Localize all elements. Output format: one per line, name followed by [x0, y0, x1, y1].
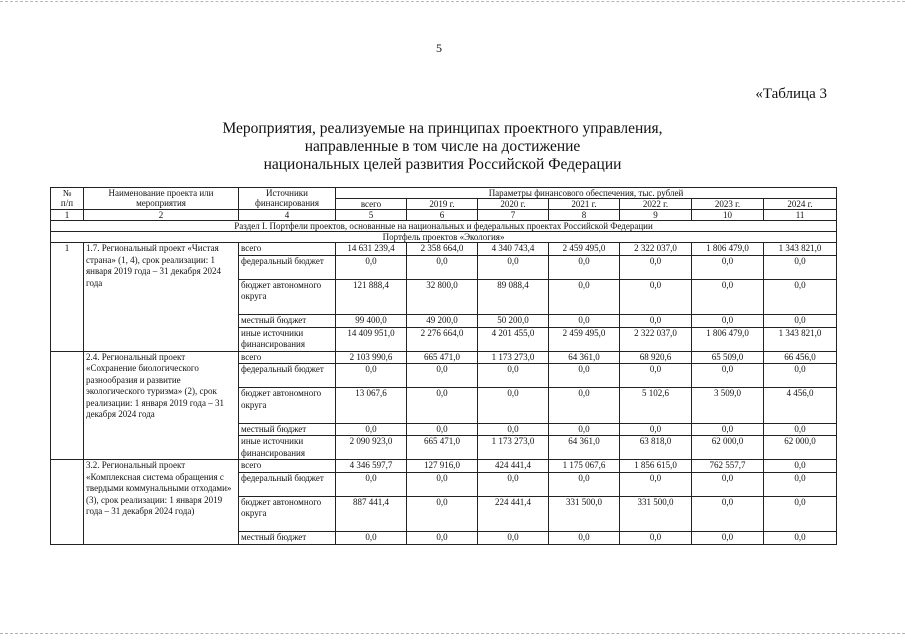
funding-value: 0,0: [692, 279, 764, 315]
column-number: 4: [239, 210, 336, 221]
funding-value: 0,0: [407, 496, 478, 532]
column-numbers-row: [51, 210, 837, 221]
title-line-3: национальных целей развития Российской Федерации: [263, 156, 622, 173]
funding-value: 0,0: [620, 423, 692, 436]
funding-value: 0,0: [478, 423, 549, 436]
header-year-2020: 2020 г.: [478, 199, 549, 210]
funding-value: 0,0: [692, 364, 764, 388]
column-number: 1: [51, 210, 84, 221]
project-number: [51, 460, 84, 545]
table-row: [51, 243, 837, 256]
header-num-label-2: п/п: [60, 198, 74, 208]
column-number: 7: [478, 210, 549, 221]
scan-edge-top: [0, 1, 905, 2]
column-number: 5: [336, 210, 407, 221]
funding-source: местный бюджет: [239, 532, 336, 545]
funding-value: 0,0: [692, 496, 764, 532]
funding-source: иные источники финансирования: [239, 436, 336, 460]
funding-value: 0,0: [336, 423, 407, 436]
funding-value: 64 361,0: [549, 351, 620, 364]
header-name-label-2: мероприятия: [136, 198, 186, 208]
funding-value: 0,0: [407, 255, 478, 279]
page-number: 5: [436, 41, 442, 55]
funding-value: 0,0: [764, 460, 837, 473]
funding-value: 0,0: [620, 279, 692, 315]
header-year-2024: 2024 г.: [764, 199, 837, 210]
funding-value: 2 459 495,0: [549, 327, 620, 351]
funding-value: 1 173 273,0: [478, 436, 549, 460]
header-year-2021: 2021 г.: [549, 199, 620, 210]
funding-value: 2 358 664,0: [407, 243, 478, 256]
funding-value: 0,0: [478, 255, 549, 279]
funding-value: 89 088,4: [478, 279, 549, 315]
funding-value: 0,0: [764, 315, 837, 328]
funding-source: бюджет автономного округа: [239, 496, 336, 532]
funding-source: местный бюджет: [239, 423, 336, 436]
funding-value: 0,0: [549, 279, 620, 315]
funding-source: местный бюджет: [239, 315, 336, 328]
funding-value: 0,0: [478, 364, 549, 388]
funding-value: 2 103 990,6: [336, 351, 407, 364]
funding-value: 1 175 067,6: [549, 460, 620, 473]
funding-value: 2 322 037,0: [620, 243, 692, 256]
funding-value: 99 400,0: [336, 315, 407, 328]
funding-value: 32 800,0: [407, 279, 478, 315]
funding-value: 0,0: [692, 423, 764, 436]
scan-edge-bottom: [0, 633, 905, 634]
funding-source: всего: [239, 243, 336, 256]
funding-value: 0,0: [620, 472, 692, 496]
funding-value: 0,0: [407, 388, 478, 424]
funding-value: 1 173 273,0: [478, 351, 549, 364]
section-row: [51, 221, 837, 232]
header-year-total: всего: [336, 199, 407, 210]
funding-value: 0,0: [764, 532, 837, 545]
funding-value: 0,0: [620, 255, 692, 279]
funding-value: 0,0: [478, 472, 549, 496]
funding-value: 0,0: [764, 496, 837, 532]
funding-value: 62 000,0: [692, 436, 764, 460]
funding-value: 424 441,4: [478, 460, 549, 473]
funding-value: 0,0: [620, 364, 692, 388]
funding-value: 3 509,0: [692, 388, 764, 424]
funding-source: федеральный бюджет: [239, 364, 336, 388]
header-name-cell: [84, 188, 239, 210]
funding-value: 2 322 037,0: [620, 327, 692, 351]
header-name-label: Наименование проекта или: [108, 188, 214, 198]
funding-source: федеральный бюджет: [239, 255, 336, 279]
funding-value: 0,0: [407, 532, 478, 545]
column-number: 11: [764, 210, 837, 221]
portfolio-title: Портфель проектов «Экология»: [51, 232, 837, 243]
funding-value: 0,0: [549, 255, 620, 279]
header-num-label: №: [62, 188, 72, 198]
funding-value: 0,0: [407, 472, 478, 496]
funding-value: 665 471,0: [407, 436, 478, 460]
funding-value: 0,0: [336, 472, 407, 496]
header-source-label: Источники: [266, 188, 308, 198]
funding-value: 68 920,6: [620, 351, 692, 364]
project-number: 1: [51, 243, 84, 352]
funding-value: 62 000,0: [764, 436, 837, 460]
funding-value: 0,0: [692, 472, 764, 496]
column-number: 9: [620, 210, 692, 221]
funding-value: 0,0: [407, 364, 478, 388]
section-title: Раздел I. Портфели проектов, основанные на национальных и федеральных проектах Российской Федерации: [51, 221, 837, 232]
funding-value: 1 343 821,0: [764, 243, 837, 256]
funding-value: 4 456,0: [764, 388, 837, 424]
funding-value: 64 361,0: [549, 436, 620, 460]
funding-value: 0,0: [620, 315, 692, 328]
funding-value: 887 441,4: [336, 496, 407, 532]
funding-source: бюджет автономного округа: [239, 279, 336, 315]
project-number: [51, 351, 84, 460]
column-number: 6: [407, 210, 478, 221]
table-row: [51, 351, 837, 364]
funding-value: 49 200,0: [407, 315, 478, 328]
funding-value: 0,0: [336, 255, 407, 279]
funding-value: 0,0: [620, 532, 692, 545]
project-name: 3.2. Региональный проект «Комплексная система обращения с твердыми коммунальными отходами» (3), срок реализации: 1 января 2019 года – 31 декабря 2024 года): [84, 460, 239, 545]
column-number: 2: [84, 210, 239, 221]
funding-value: 0,0: [549, 472, 620, 496]
funding-value: 1 343 821,0: [764, 327, 837, 351]
funding-value: 1 806 479,0: [692, 327, 764, 351]
funding-value: 14 409 951,0: [336, 327, 407, 351]
funding-source: федеральный бюджет: [239, 472, 336, 496]
funding-value: 762 557,7: [692, 460, 764, 473]
funding-value: 0,0: [549, 364, 620, 388]
funding-value: 0,0: [692, 255, 764, 279]
funding-value: 13 067,6: [336, 388, 407, 424]
funding-value: 0,0: [336, 364, 407, 388]
header-year-2022: 2022 г.: [620, 199, 692, 210]
funding-source: всего: [239, 351, 336, 364]
funding-value: 0,0: [478, 532, 549, 545]
funding-value: 2 459 495,0: [549, 243, 620, 256]
funding-source: всего: [239, 460, 336, 473]
funding-source: иные источники финансирования: [239, 327, 336, 351]
funding-value: 0,0: [692, 315, 764, 328]
funding-value: 0,0: [549, 423, 620, 436]
project-name: 1.7. Региональный проект «Чистая страна» (1, 4), срок реализации: 1 января 2019 года – 31 декабря 2024 года: [84, 243, 239, 352]
funding-value: 66 456,0: [764, 351, 837, 364]
table-row: [51, 460, 837, 473]
funding-value: 0,0: [764, 423, 837, 436]
funding-value: 4 340 743,4: [478, 243, 549, 256]
funding-value: 4 346 597,7: [336, 460, 407, 473]
document-title: [170, 120, 715, 174]
project-name: 2.4. Региональный проект «Сохранение биологического разнообразия и развитие экологического туризма» (2), срок реализации: 1 января 2019 года – 31 декабря 2024 года: [84, 351, 239, 460]
funding-value: 127 916,0: [407, 460, 478, 473]
funding-value: 224 441,4: [478, 496, 549, 532]
funding-value: 14 631 239,4: [336, 243, 407, 256]
title-line-1: Мероприятия, реализуемые на принципах проектного управления,: [222, 120, 663, 137]
header-source-cell: [239, 188, 336, 210]
header-row-1: [51, 188, 837, 199]
column-number: 8: [549, 210, 620, 221]
funding-value: 331 500,0: [620, 496, 692, 532]
header-params-cell: Параметры финансового обеспечения, тыс. рублей: [336, 188, 837, 199]
portfolio-row: [51, 232, 837, 243]
header-year-2019: 2019 г.: [407, 199, 478, 210]
funding-value: 0,0: [336, 532, 407, 545]
funding-value: 665 471,0: [407, 351, 478, 364]
funding-value: 4 201 455,0: [478, 327, 549, 351]
funding-value: 0,0: [764, 255, 837, 279]
funding-value: 121 888,4: [336, 279, 407, 315]
funding-value: 0,0: [692, 532, 764, 545]
column-number: 10: [692, 210, 764, 221]
funding-value: 0,0: [478, 388, 549, 424]
funding-source: бюджет автономного округа: [239, 388, 336, 424]
funding-value: 0,0: [407, 423, 478, 436]
funding-value: 1 806 479,0: [692, 243, 764, 256]
funding-value: 0,0: [764, 472, 837, 496]
header-year-2023: 2023 г.: [692, 199, 764, 210]
funding-value: 0,0: [549, 315, 620, 328]
table-caption: «Таблица 3: [755, 86, 827, 102]
header-num-cell: [51, 188, 84, 210]
funding-value: 1 856 615,0: [620, 460, 692, 473]
funding-value: 0,0: [764, 364, 837, 388]
header-source-label-2: финансирования: [255, 198, 319, 208]
table-body: [51, 188, 837, 545]
funding-value: 2 090 923,0: [336, 436, 407, 460]
funding-value: 63 818,0: [620, 436, 692, 460]
financing-table: [50, 187, 837, 545]
funding-value: 5 102,6: [620, 388, 692, 424]
funding-value: 331 500,0: [549, 496, 620, 532]
funding-value: 65 509,0: [692, 351, 764, 364]
funding-value: 0,0: [549, 388, 620, 424]
funding-value: 0,0: [549, 532, 620, 545]
funding-value: 50 200,0: [478, 315, 549, 328]
funding-value: 2 276 664,0: [407, 327, 478, 351]
funding-value: 0,0: [764, 279, 837, 315]
title-line-2: направленные в том числе на достижение: [304, 138, 581, 155]
